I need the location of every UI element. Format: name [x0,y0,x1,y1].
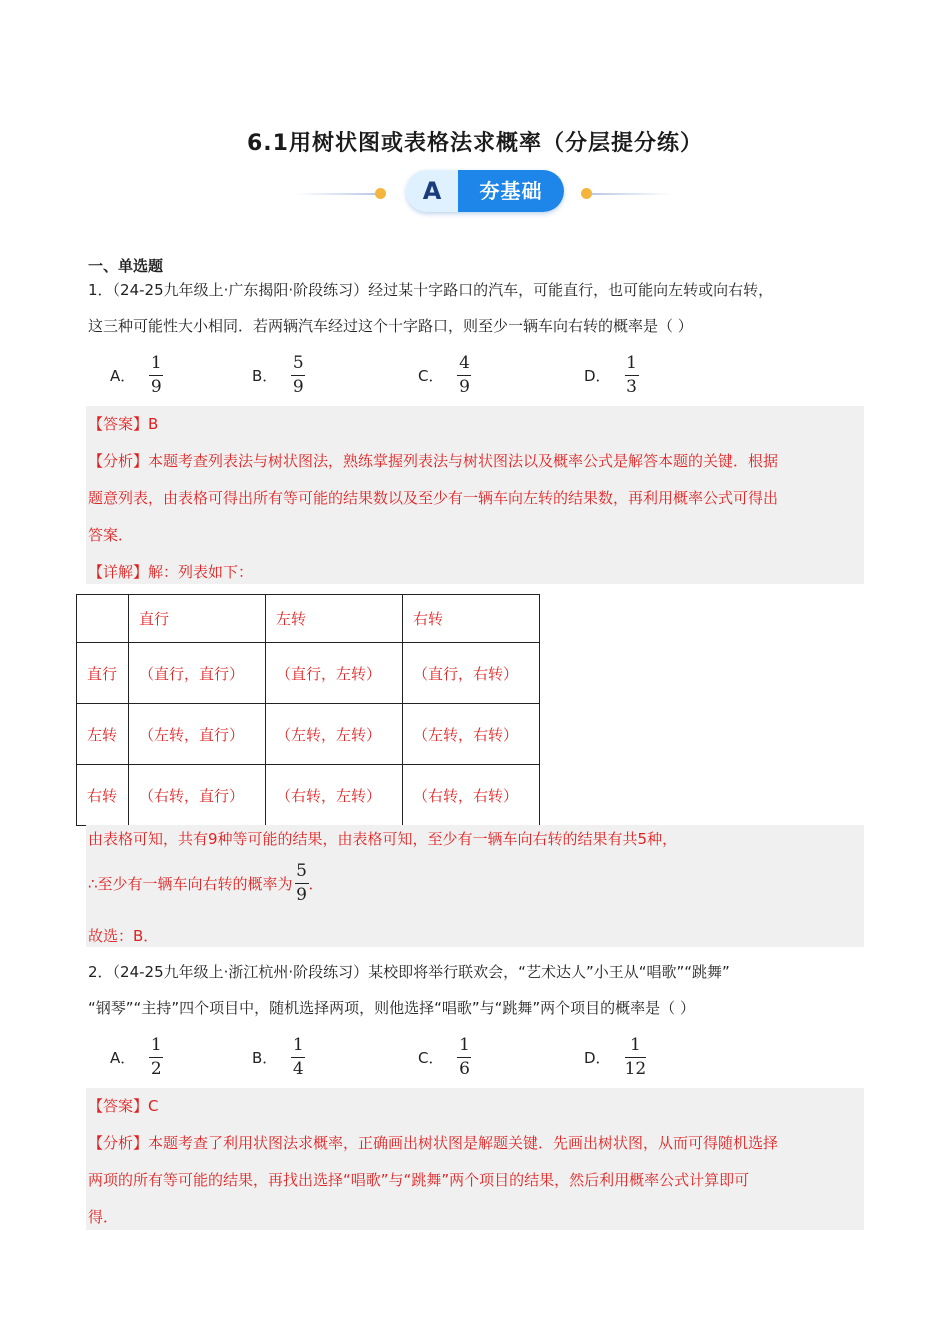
conclusion-text: ∴至少有一辆车向右转的概率为 [88,875,293,893]
table-header-cell: 直行 [129,595,266,643]
q1-conclusion-1: 由表格可知，共有9种等可能的结果，由表格可知，至少有一辆车向右转的结果有共5种， [88,830,678,848]
fraction: $\frac{4}{9}$ [459,353,470,397]
fraction: $\frac{1}{12}$ [624,1035,647,1079]
fraction: $\frac{1}{6}$ [459,1035,470,1079]
table-cell: （直行，直行） [129,643,266,704]
q2-stem [88,954,878,1026]
option-label: C． [418,1049,444,1067]
banner-line-right [592,193,672,195]
q2-option-b [252,1036,305,1079]
option-label: C． [418,367,444,385]
option-label: D． [584,367,611,385]
q2-stem-line2: “钢琴”“主持”四个项目中，随机选择两项，则他选择“唱歌”与“跳舞”两个项目的概率是（ ） [88,999,695,1017]
banner-label: 夯基础 [458,170,564,212]
table-row-header: 右转 [77,765,129,826]
table-row [77,704,540,765]
q1-answer-text [88,406,862,591]
q1-option-c [418,354,471,397]
q2-analysis-3: 得． [88,1208,119,1226]
section-heading: 一、单选题 [88,257,164,275]
table-cell: （右转，右转） [403,765,540,826]
fraction: $\frac{1}{3}$ [626,353,637,397]
banner-pill [406,170,564,212]
banner-line-left [296,193,376,195]
conclusion-suffix: ． [308,875,324,893]
table-row-header: 直行 [77,643,129,704]
q1-option-a [110,354,163,397]
q1-option-b [252,354,305,397]
banner-dot-left [375,188,386,199]
q1-analysis-1: 【分析】本题考查列表法与树状图法，熟练掌握列表法与树状图法以及概率公式是解答本题的关键．根据 [88,452,779,470]
table-row [77,643,540,704]
page-title: 6.1用树状图或表格法求概率（分层提分练） [247,131,703,156]
banner-letter: A [406,170,458,212]
option-label: B． [252,367,278,385]
fraction: $\frac{1}{9}$ [150,353,162,397]
q1-analysis-2: 题意列表，由表格可得出所有等可能的结果数以及至少有一辆车向左转的结果数，再利用概率公式可得出 [88,489,779,507]
q2-stem-line1: 2．（24-25九年级上·浙江杭州·阶段练习）某校即将举行联欢会，“艺术达人”小王从“唱歌”“跳舞” [88,963,730,981]
q1-outcome-table [76,594,540,826]
table-header-cell: 右转 [403,595,540,643]
fraction: $\frac{1}{4}$ [292,1035,304,1079]
q2-analysis-2: 两项的所有等可能的结果，再找出选择“唱歌”与“跳舞”两个项目的结果，然后利用概率公式计算即可 [88,1171,750,1189]
q1-conclusion-2 [88,862,324,905]
table-corner [77,595,129,643]
q2-option-c [418,1036,471,1079]
q2-option-a [110,1036,163,1079]
q1-answer: 【答案】B [88,415,159,433]
table-cell: （右转，左转） [266,765,403,826]
fraction: $\frac{1}{2}$ [150,1035,162,1079]
q2-answer: 【答案】C [88,1097,159,1115]
table-row [77,765,540,826]
option-label: D． [584,1049,611,1067]
q2-option-d [584,1036,646,1079]
fraction: $\frac{5}{9}$ [292,353,304,397]
table-cell: （左转，左转） [266,704,403,765]
table-cell: （直行，左转） [266,643,403,704]
option-label: A． [110,1049,136,1067]
table-cell: （左转，右转） [403,704,540,765]
q2-analysis-1: 【分析】本题考查了利用状图法求概率，正确画出树状图是解题关键．先画出树状图，从而可得随机选择 [88,1134,779,1152]
q2-answer-text [88,1088,862,1236]
q1-analysis-3: 答案． [88,526,134,544]
q1-choose: 故选：B． [88,927,159,945]
table-header-cell: 左转 [266,595,403,643]
option-label: A． [110,367,136,385]
table-cell: （左转，直行） [129,704,266,765]
q1-detail: 【详解】解：列表如下： [88,563,254,581]
table-cell: （右转，直行） [129,765,266,826]
q1-option-d [584,354,639,397]
q1-stem-line2: 这三种可能性大小相同．若两辆汽车经过这个十字路口，则至少一辆车向右转的概率是（ ） [88,317,693,335]
table-cell: （直行，右转） [403,643,540,704]
q1-stem [88,272,878,344]
option-label: B． [252,1049,278,1067]
table-row-header: 左转 [77,704,129,765]
banner-dot-right [581,188,592,199]
fraction: $\frac{5}{9}$ [296,861,307,905]
q1-stem-line1: 1．（24-25九年级上·广东揭阳·阶段练习）经过某十字路口的汽车，可能直行，也可能向左转或向右转， [88,281,774,299]
